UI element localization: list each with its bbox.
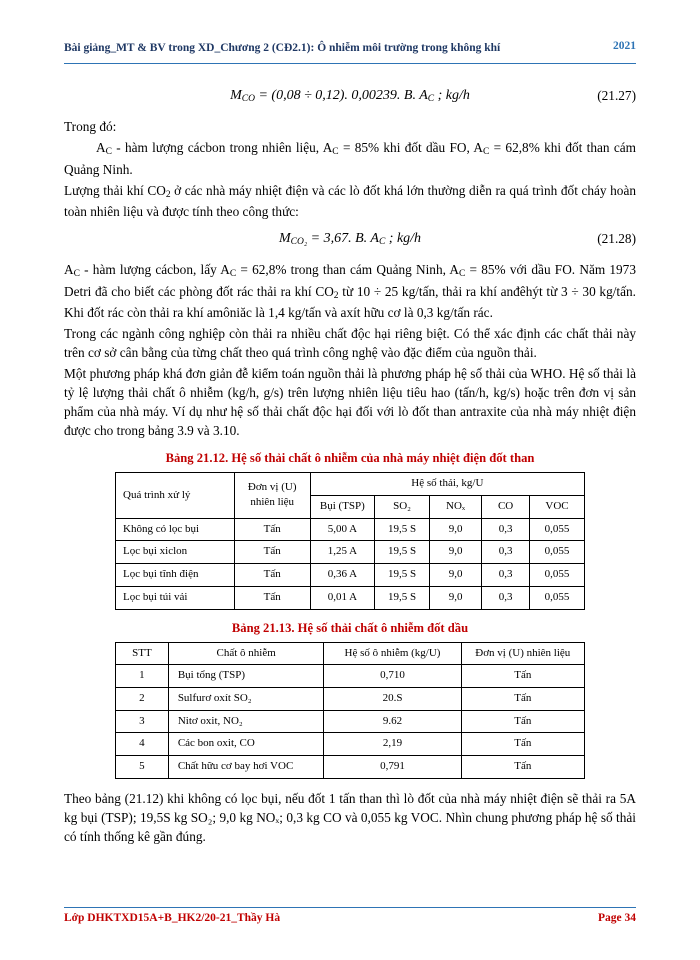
ac-text-2: = 85% khi đốt dầu FO, A (338, 139, 483, 155)
cell-nox: 9,0 (430, 586, 482, 609)
table-row (116, 710, 585, 733)
table-row (116, 733, 585, 756)
formula-21-27-tail: ; kg/h (434, 88, 470, 104)
table-1-caption: Bảng 21.12. Hệ số thải chất ô nhiễm của nhà máy nhiệt điện đốt than (165, 451, 535, 466)
cell-factor: 9.62 (324, 710, 461, 733)
table-row (116, 687, 585, 710)
paragraph-trong-do: Trong đó: (64, 118, 117, 134)
p4-e: từ 10 ÷ 25 kg/tấn, thải ra khí anđêhýt từ 3 ÷ 30 kg/tấn. Khi đốt rác còn thải ra khí amôniăc là 1,4 kg/tấn và axít hữu cơ là 0,3 kg/tấn rác. (64, 283, 636, 321)
p4-b: - hàm lượng cácbon, lấy A (79, 261, 230, 277)
cell-nox: 9,0 (430, 518, 482, 541)
formula-21-27: $M_{CO} = (0,08 \div 0,12)$. 0,00239. B. $A_C$ ; kg/h (230, 88, 470, 105)
formula-21-28-subscript: CO₂ (290, 237, 308, 248)
formula-21-28-body: = 3,67. B. A (307, 231, 379, 247)
table-row (116, 665, 585, 688)
formula-21-28-tail: ; kg/h (385, 231, 422, 247)
cell-so2: 19,5 S (375, 541, 430, 564)
cell-unit: Tấn (461, 710, 584, 733)
cell-voc: 0,055 (530, 586, 585, 609)
paragraph-co2-emission (64, 181, 636, 222)
cell-voc: 0,055 (530, 518, 585, 541)
cell-co: 0,3 (482, 541, 530, 564)
cell-unit: Tấn (234, 518, 310, 541)
th-nox: NOₓ (430, 495, 482, 518)
table-row-header (116, 473, 585, 496)
th-emission-group: Hệ số thải, kg/U (310, 473, 584, 496)
co2-subscript: 2 (165, 189, 171, 200)
p4-a: A (64, 261, 74, 277)
paragraph-conclusion: Theo bảng (21.12) khi không có lọc bụi, nếu đốt 1 tấn than thì lò đốt của nhà máy nhiệt điện sẽ thải ra 5A kg bụi (TSP); 19,5S kg SO₂; 9,0 kg NOₓ; 0,3 kg CO và 0,055 kg VOC. Nhìn chung phương pháp hệ số thải có tính thống kê gần đúng. (64, 790, 636, 844)
cell-unit: Tấn (234, 541, 310, 564)
ac-subscript-3: C (482, 146, 490, 157)
cell-so2: 19,5 S (375, 564, 430, 587)
th-unit: Đơn vị (U) nhiên liệu (234, 473, 310, 518)
cell-stt: 3 (116, 710, 169, 733)
cell-pollutant: Bụi tổng (TSP) (168, 665, 324, 688)
cell-co: 0,3 (482, 586, 530, 609)
emission-factors-oil-table (115, 642, 585, 779)
co2-text-a: Lượng thải khí CO (64, 182, 166, 198)
cell-factor: 20.S (324, 687, 461, 710)
ac-subscript-2: C (332, 146, 339, 157)
cell-so2: 19,5 S (375, 518, 430, 541)
th-unit: Đơn vị (U) nhiên liệu (461, 642, 584, 665)
paragraph-carbon-content (64, 260, 636, 322)
page-footer (64, 907, 636, 924)
cell-stt: 1 (116, 665, 169, 688)
emission-factors-coal-table (115, 472, 585, 609)
cell-pollutant: Các bon oxit, CO (168, 733, 324, 756)
equation-number-21-28: (21.28) (597, 231, 636, 247)
cell-process: Không có lọc bụi (116, 518, 235, 541)
cell-unit: Tấn (461, 756, 584, 779)
table-2-caption: Bảng 21.13. Hệ số thải chất ô nhiễm đốt dầu (231, 620, 469, 635)
equation-number-21-27: (21.27) (597, 88, 636, 104)
table-row (116, 756, 585, 779)
formula-21-27-body: = (0,08 ÷ 0,12). 0,00239. B. A (254, 88, 428, 104)
cell-process: Lọc bụi túi vải (116, 586, 235, 609)
th-voc: VOC (530, 495, 585, 518)
co2-text-b: ở các nhà máy nhiệt điện và các lò đốt khá lớn thường diễn ra quá trình đốt cháy hoàn toàn nhiên liệu và được tính theo công thức: (64, 182, 636, 220)
table-row (116, 586, 585, 609)
p4-sub-4: 2 (333, 290, 339, 301)
table-row-header (116, 642, 585, 665)
cell-factor: 2,19 (324, 733, 461, 756)
cell-process: Lọc bụi tĩnh điện (116, 564, 235, 587)
cell-voc: 0,055 (530, 564, 585, 587)
paragraph-who-method: Một phương pháp khá đơn giản đễ kiểm toán nguồn thải là phương pháp hệ số thải của WHO. Hệ số thải là tỷ lệ lượng thải chất ô nhiễm (kg/h, g/s) trên lượng nhiên liệu tiêu hao (tấn/h, kg/s) hoặc trên đơn vị sản phẩm của nhà máy. Ví dụ như hệ số thải chất độc hại đối với lò đốt than antraxite của nhà máy nhiệt điện được cho trong bảng 3.9 và 3.10. (64, 366, 636, 439)
cell-unit: Tấn (234, 564, 310, 587)
p4-sub-2: C (229, 268, 237, 279)
footer-divider (64, 907, 636, 908)
cell-unit: Tấn (234, 586, 310, 609)
cell-unit: Tấn (461, 665, 584, 688)
cell-process: Lọc bụi xiclon (116, 541, 235, 564)
formula-21-27-subscript: CO (241, 94, 255, 105)
header-year: 2021 (613, 40, 636, 52)
cell-nox: 9,0 (430, 564, 482, 587)
p4-c: = 62,8% trong than cám Quảng Ninh, A (236, 261, 459, 277)
cell-co: 0,3 (482, 564, 530, 587)
cell-pollutant: Sulfurơ oxít SO₂ (168, 687, 324, 710)
cell-pollutant: Chất hữu cơ bay hơi VOC (168, 756, 324, 779)
cell-stt: 2 (116, 687, 169, 710)
ac-text-3: = 62,8% khi đốt than cám Quảng Ninh. (64, 139, 636, 177)
formula-row-21-28 (64, 229, 636, 250)
cell-stt: 5 (116, 756, 169, 779)
paragraph-industry-waste: Trong các ngành công nghiệp còn thải ra nhiều chất độc hại riêng biệt. Có thể xác định các chất thải này trên cơ sở cân bằng của từng chất theo quá trình công nghệ vào đặc điểm của nguồn thải. (64, 326, 636, 361)
document-content (64, 64, 636, 846)
th-pollutant: Chất ô nhiễm (168, 642, 324, 665)
cell-factor: 0,791 (324, 756, 461, 779)
footer-page-number: Page 34 (597, 912, 636, 924)
th-co: CO (482, 495, 530, 518)
cell-tsp: 0,01 A (310, 586, 374, 609)
p4-d: = 85% với dầu FO. Năm 1973 Detri đã cho biết các phòng đốt rác thải ra khí CO (64, 261, 636, 299)
p4-sub-3: C (459, 268, 466, 279)
cell-pollutant: Nitơ oxit, NO₂ (168, 710, 324, 733)
ac-subscript: C (105, 146, 112, 157)
ac-text-1: - hàm lượng cácbon trong nhiên liệu, A (111, 139, 333, 155)
cell-nox: 9,0 (430, 541, 482, 564)
table-row (116, 518, 585, 541)
paragraph-ac-definition (64, 138, 636, 179)
th-so2: SO₂ (375, 495, 430, 518)
th-tsp: Bụi (TSP) (310, 495, 374, 518)
page-header (64, 0, 636, 57)
cell-unit: Tấn (461, 733, 584, 756)
cell-tsp: 5,00 A (310, 518, 374, 541)
cell-so2: 19,5 S (375, 586, 430, 609)
footer-class-label: Lớp DHKTXD15A+B_HK2/20-21_Thầy Hà (64, 912, 281, 924)
cell-stt: 4 (116, 733, 169, 756)
cell-co: 0,3 (482, 518, 530, 541)
formula-21-28: $M_{CO_2} = 3,67$. B. $A_C$ ; kg/h (278, 231, 422, 248)
p4-sub-1: C (73, 268, 80, 279)
ac-symbol: A (96, 139, 106, 155)
cell-tsp: 1,25 A (310, 541, 374, 564)
cell-tsp: 0,36 A (310, 564, 374, 587)
cell-unit: Tấn (461, 687, 584, 710)
cell-voc: 0,055 (530, 541, 585, 564)
th-factor: Hệ số ô nhiễm (kg/U) (324, 642, 461, 665)
formula-21-28-subscript-2: C (378, 237, 386, 248)
formula-21-27-subscript-2: C (427, 94, 435, 105)
cell-factor: 0,710 (324, 665, 461, 688)
formula-row-21-27 (64, 86, 636, 107)
table-row (116, 541, 585, 564)
table-row (116, 564, 585, 587)
th-process: Quá trình xử lý (116, 473, 235, 518)
header-title: Bài giảng_MT & BV trong XD_Chương 2 (CĐ2.1): Ô nhiễm môi trường trong không khí (64, 42, 501, 54)
th-stt: STT (116, 642, 169, 665)
